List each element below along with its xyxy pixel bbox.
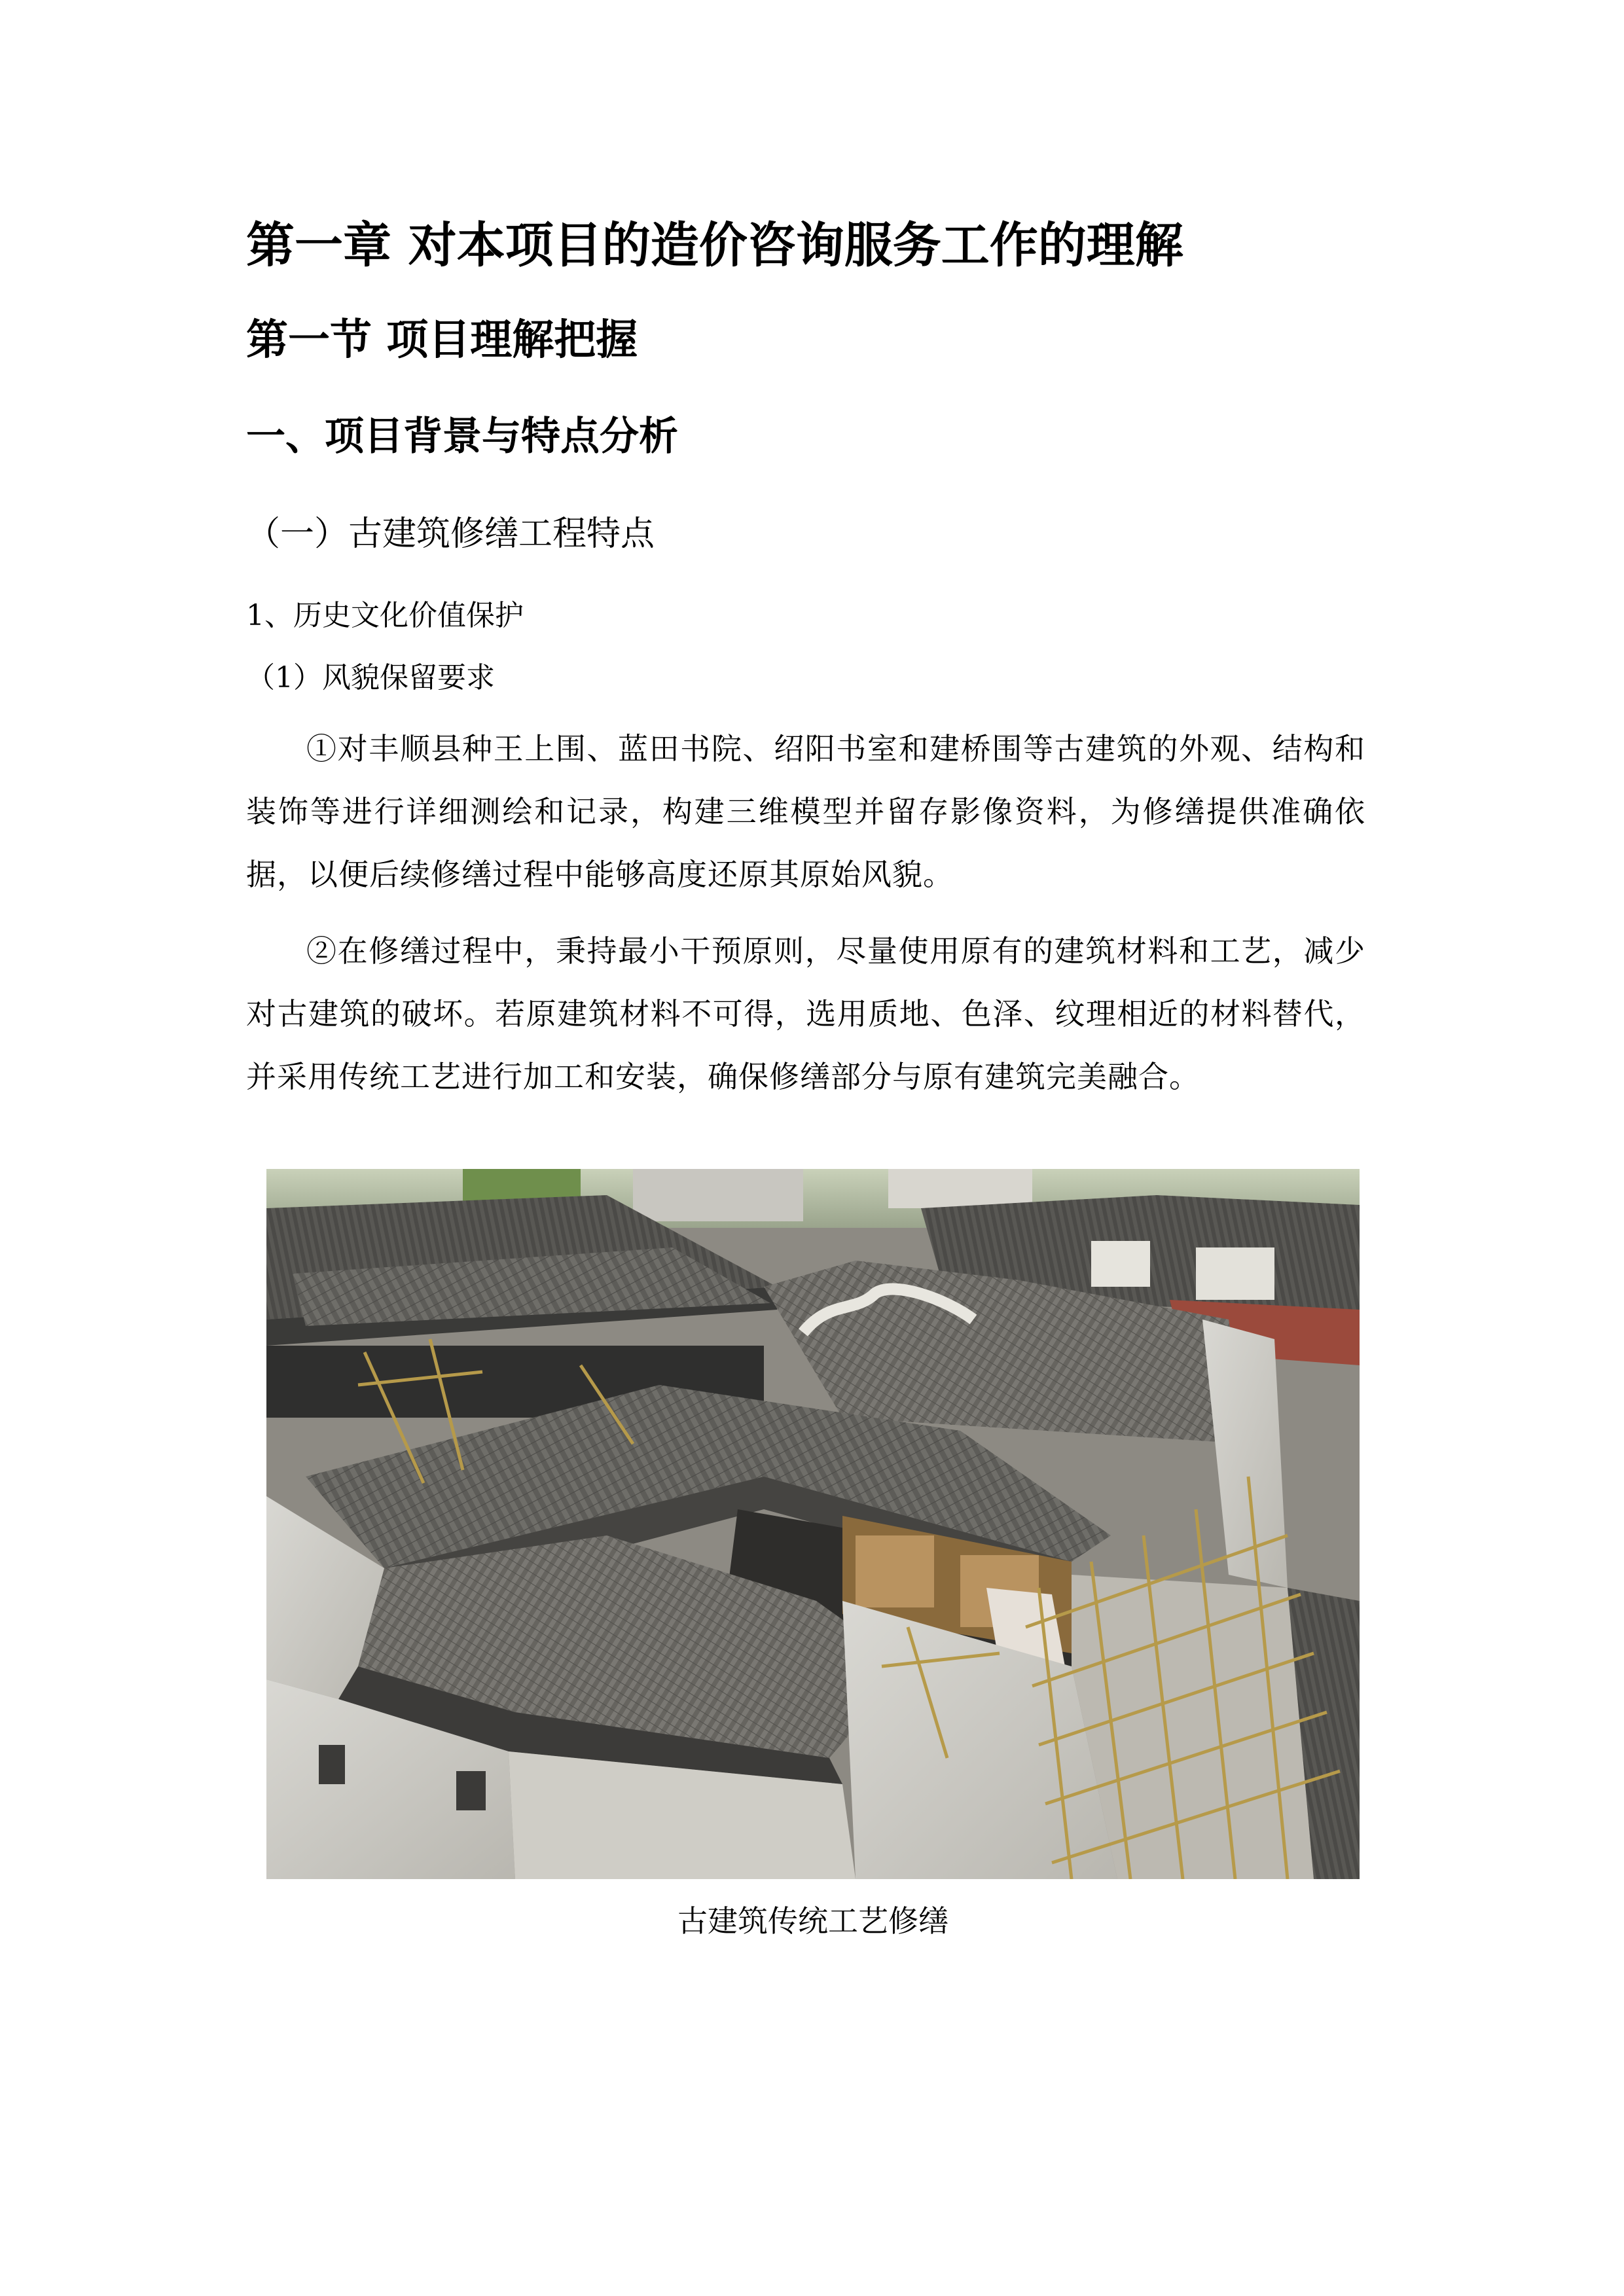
section-title: 第一节 项目理解把握 (246, 316, 638, 365)
body-paragraph: ②在修缮过程中，秉持最小干预原则，尽量使用原有的建筑材料和工艺，减少对古建筑的破坏。若原建筑材料不可得，选用质地、色泽、纹理相近的材料替代，并采用传统工艺进行加工和安装，确保修缮部分与原有建筑完美融合。 (246, 933, 1365, 1094)
figure-photo-ancient-building-restoration (266, 1169, 1360, 1879)
item-title: （一）古建筑修缮工程特点 (246, 514, 655, 554)
numbered-heading: 1、历史文化价值保护 (246, 599, 524, 632)
subsection-title: 一、项目背景与特点分析 (246, 414, 678, 459)
figure-caption: 古建筑传统工艺修缮 (677, 1903, 948, 1939)
sub-numbered-heading: （1）风貌保留要求 (246, 661, 495, 694)
chapter-title: 第一章 对本项目的造价咨询服务工作的理解 (246, 217, 1183, 274)
photo-illustration (266, 1169, 1360, 1879)
body-paragraph: ①对丰顺县种王上围、蓝田书院、绍阳书室和建桥围等古建筑的外观、结构和装饰等进行详细测绘和记录，构建三维模型并留存影像资料，为修缮提供准确依据，以便后续修缮过程中能够高度还原其原始风貌。 (246, 731, 1365, 892)
